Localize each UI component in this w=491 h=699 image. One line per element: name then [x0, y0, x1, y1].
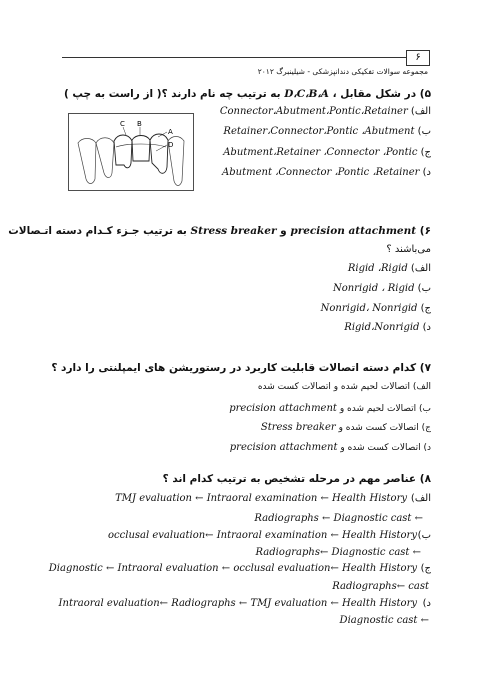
q7-option-c-latin: Stress breaker	[260, 422, 336, 433]
page-number: ۶	[406, 50, 430, 66]
q6-option-d-text: Rigid،Nonrigid	[344, 322, 420, 333]
q7-option-b-label: ب)	[419, 404, 431, 414]
q7-option-c[interactable]	[261, 422, 431, 434]
q7-option-d[interactable]	[230, 442, 431, 454]
figure-label-b: B	[137, 120, 142, 128]
q6-option-b-label: ب)	[417, 283, 431, 294]
q6-stem-line2: می‌باشند ؟	[386, 244, 431, 255]
q6-option-b-text: Nonrigid ، Rigid	[332, 283, 415, 294]
q5-option-d-text: Abutment ،Connector ،Pontic ،Retainer	[222, 167, 420, 178]
q5-option-c-label: ج)	[420, 147, 431, 158]
bridge-figure	[68, 113, 194, 191]
figure-label-c: C	[120, 120, 125, 128]
q5-option-a[interactable]	[220, 106, 431, 118]
q7-option-b[interactable]	[229, 403, 431, 415]
q5-pre: در شکل مقابل ،	[332, 88, 417, 100]
q7-option-a[interactable]	[258, 381, 431, 393]
q8-option-a-line2: Radiographs ← Diagnostic cast ←	[254, 513, 423, 524]
q8-option-a-line1: TMJ evaluation ← Intraoral examination ← Health History	[115, 493, 407, 504]
header-rule	[62, 57, 406, 58]
q7-stem	[51, 362, 431, 374]
q7-option-b-text: اتصالات لحیم شده و	[339, 404, 417, 414]
q6-option-d[interactable]	[344, 322, 431, 334]
q6-option-d-label: د)	[422, 322, 431, 333]
q6-term2: Stress breaker	[190, 225, 277, 237]
q7-option-d-latin: precision attachment	[229, 442, 338, 453]
header-title: مجموعه سوالات تفکیکی دندانپزشکی - شیلینبرگ ۲۰۱۲	[257, 67, 428, 76]
q6-option-c-label: ج)	[420, 303, 431, 314]
q6-option-b[interactable]	[333, 283, 431, 295]
q5-option-d[interactable]	[222, 167, 431, 179]
q7-option-d-text: اتصالات کست شده و	[340, 443, 421, 453]
q6-option-c-text: Nonrigid، Nonrigid	[320, 303, 418, 314]
q5-stem	[64, 88, 431, 100]
q8-option-b-line2: Radiographs← Diagnostic cast ←	[255, 547, 421, 558]
q8-option-c-label[interactable]: ج)	[420, 563, 431, 574]
q7-option-a-text: اتصالات لحیم شده و اتصالات کست شده	[257, 382, 411, 392]
q8-option-b-line1: occlusal evaluation← Intraoral examination ← Health History	[108, 530, 417, 541]
q5-option-c-text: Abutment،Retainer ،Connector ،Pontic	[223, 147, 418, 158]
q5-option-c[interactable]	[223, 147, 431, 159]
q6-post: به ترتیب جـزء کـدام دسته اتـصالات	[8, 225, 187, 237]
q5-option-b-label: ب)	[417, 126, 431, 137]
q5-option-b[interactable]	[223, 126, 431, 138]
q6-number: ۶)	[419, 225, 431, 237]
q7-option-b-latin: precision attachment	[229, 403, 337, 414]
q5-option-b-text: Retainer،Connector،Pontic ،Abutment	[223, 126, 415, 137]
q7-option-c-text: اتصالات کست شده و	[338, 423, 419, 433]
figure-label-d: D	[168, 141, 174, 149]
q6-stem	[8, 225, 431, 237]
q6-option-a-text: Rigid ،Rigid	[347, 263, 408, 274]
q6-option-a[interactable]	[348, 263, 431, 275]
q7-text: کدام دسته اتصالات قابلیت کاربرد در رستوریشن های ایمپلنتی را دارد ؟	[51, 362, 417, 374]
q8-option-c-line2: Radiographs← cast	[332, 581, 429, 592]
q7-option-c-label: ج)	[421, 423, 431, 433]
q6-term1: precision attachment	[290, 225, 417, 237]
q8-option-c-line1: Diagnostic ← Intraoral evaluation ← occlusal evaluation← Health History	[48, 563, 417, 574]
q7-number: ۷)	[419, 362, 431, 374]
q7-option-d-label: د)	[423, 443, 431, 453]
q5-post: به ترتیب چه نام دارند ؟( از راست به چپ )	[63, 88, 281, 100]
q5-option-a-text: Connector،Abutment،Pontic،Retainer	[219, 106, 408, 117]
q8-option-d-line1: Intraoral evaluation← Radiographs ← TMJ evaluation ← Health History	[58, 598, 417, 609]
q8-option-b-label[interactable]: ب)	[417, 530, 431, 541]
q6-option-a-label: الف)	[410, 263, 431, 274]
q6-option-c[interactable]	[321, 303, 431, 315]
q6-and: و	[280, 225, 287, 237]
q8-option-d-line2: Diagnostic cast ←	[339, 615, 429, 626]
q8-option-a-label[interactable]: الف)	[410, 493, 431, 504]
q8-option-d-label[interactable]: د)	[422, 598, 431, 609]
q5-option-d-label: د)	[422, 167, 431, 178]
q5-letters: D،C،B،A	[284, 88, 329, 100]
figure-label-a: A	[168, 128, 173, 136]
q5-number: ۵)	[419, 88, 431, 100]
q5-option-a-label: الف)	[410, 106, 431, 117]
q8-text: عناصر مهم در مرحله تشخیص به ترتیب کدام اند ؟	[162, 473, 417, 485]
q7-option-a-label: الف)	[412, 382, 431, 392]
q8-stem	[163, 473, 431, 485]
q8-number: ۸)	[419, 473, 431, 485]
